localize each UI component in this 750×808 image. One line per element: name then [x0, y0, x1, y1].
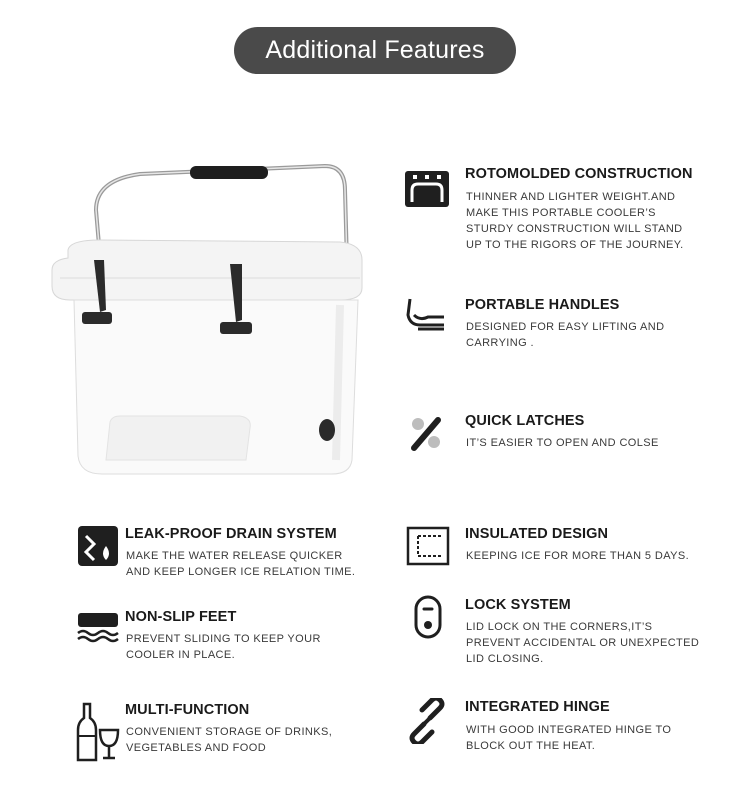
lock-icon — [404, 595, 450, 641]
feature-title: PORTABLE HANDLES — [465, 297, 620, 313]
insulation-icon — [404, 524, 450, 570]
desc-line: COOLER IN PLACE. — [126, 649, 236, 661]
desc-line: STURDY CONSTRUCTION WILL STAND — [466, 223, 683, 235]
desc-line: CARRYING . — [466, 337, 534, 349]
cooler-product-image — [40, 160, 370, 490]
desc-line: AND KEEP LONGER ICE RELATION TIME. — [126, 566, 356, 578]
feature-description — [126, 631, 321, 663]
feature-title: LEAK-PROOF DRAIN SYSTEM — [125, 526, 337, 542]
desc-line: DESIGNED FOR EASY LIFTING AND — [466, 321, 665, 333]
feature-title: LOCK SYSTEM — [465, 597, 571, 613]
desc-line: UP TO THE RIGORS OF THE JOURNEY. — [466, 239, 684, 251]
desc-line: MAKE THE WATER RELEASE QUICKER — [126, 550, 343, 562]
desc-line: MAKE THIS PORTABLE COOLER’S — [466, 207, 656, 219]
feature-title: QUICK LATCHES — [465, 413, 585, 429]
desc-line: THINNER AND LIGHTER WEIGHT.AND — [466, 191, 676, 203]
feature-title: INSULATED DESIGN — [465, 526, 609, 542]
desc-line: IT’S EASIER TO OPEN AND COLSE — [466, 437, 659, 449]
feature-title: MULTI-FUNCTION — [125, 702, 250, 718]
bottle-glass-icon — [76, 700, 122, 766]
feature-description — [466, 722, 671, 754]
rotomolded-icon — [404, 170, 450, 216]
feature-description — [466, 319, 664, 351]
chain-link-icon — [404, 698, 450, 744]
desc-line: LID CLOSING. — [466, 653, 544, 665]
feature-description — [466, 435, 659, 451]
feature-title: ROTOMOLDED CONSTRUCTION — [465, 166, 693, 182]
section-title-pill — [234, 27, 516, 74]
handle-icon — [404, 295, 450, 341]
latch-icon — [404, 412, 450, 458]
desc-line: BLOCK OUT THE HEAT. — [466, 740, 596, 752]
feature-title: INTEGRATED HINGE — [465, 699, 610, 715]
desc-line: LID LOCK ON THE CORNERS,IT’S — [466, 621, 653, 633]
feature-description — [126, 548, 355, 580]
desc-line: VEGETABLES AND FOOD — [126, 742, 267, 754]
desc-line: CONVENIENT STORAGE OF DRINKS, — [126, 726, 333, 738]
desc-line: PREVENT ACCIDENTAL OR UNEXPECTED — [466, 637, 700, 649]
feature-description — [466, 548, 689, 564]
drain-icon — [76, 524, 122, 570]
section-title: Additional Features — [265, 36, 485, 64]
non-slip-icon — [76, 607, 122, 653]
feature-title: NON-SLIP FEET — [125, 609, 237, 625]
feature-description — [126, 724, 332, 756]
desc-line: PREVENT SLIDING TO KEEP YOUR — [126, 633, 321, 645]
feature-description — [466, 619, 699, 667]
desc-line: WITH GOOD INTEGRATED HINGE TO — [466, 724, 672, 736]
feature-description — [466, 189, 684, 253]
desc-line: KEEPING ICE FOR MORE THAN 5 DAYS. — [466, 550, 690, 562]
